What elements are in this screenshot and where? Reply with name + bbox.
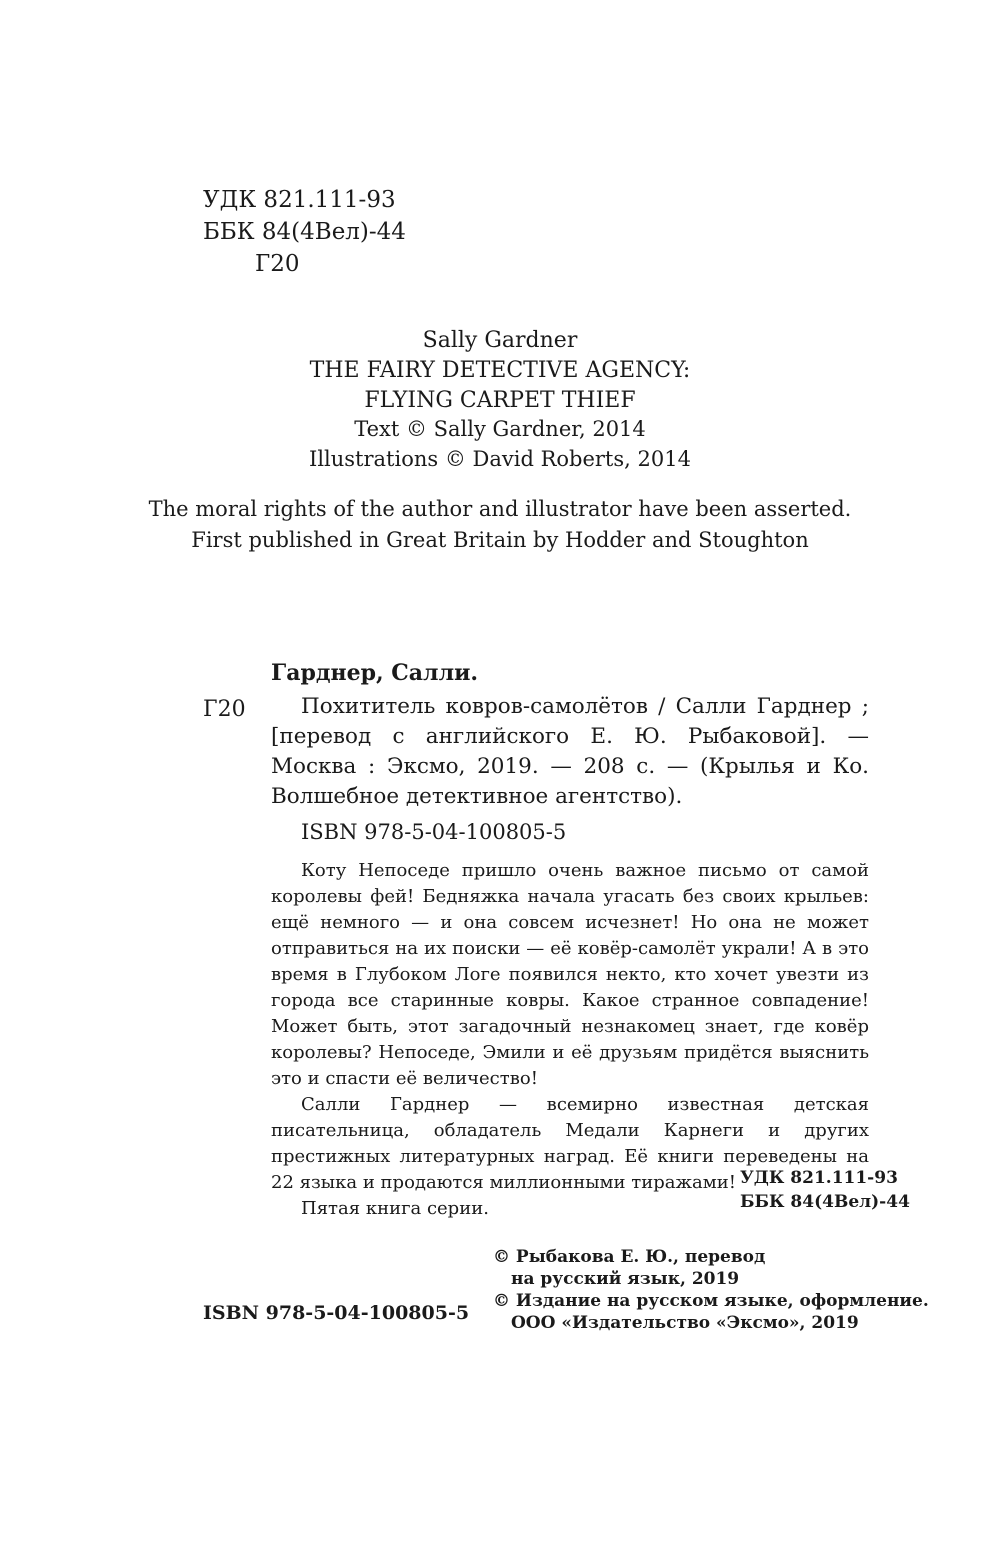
original-edition-credits	[0, 326, 1000, 416]
bottom-classification	[740, 1166, 910, 1214]
classification-block	[203, 184, 406, 280]
moral-rights: The moral rights of the author and illustrator have been asserted.	[148, 497, 852, 521]
entry-isbn: ISBN 978-5-04-100805-5	[301, 820, 567, 844]
original-title-line1: THE FAIRY DETECTIVE AGENCY:	[309, 358, 691, 383]
rights-statement	[0, 494, 1000, 556]
bottom-bbk: ББК 84(4Вел)-44	[740, 1192, 910, 1212]
copyright-line: ООО «Издательство «Эксмо», 2019	[511, 1313, 859, 1333]
copyright-line: на русский язык, 2019	[511, 1269, 740, 1289]
bottom-isbn: ISBN 978-5-04-100805-5	[203, 1302, 470, 1324]
annotation-paragraph: Салли Гарднер — всемирно известная детская писательница, обладатель Медали Карнеги и других престижных литературных наград. Её книги переведены на 22 языка и продаются миллионными тиражами!	[271, 1094, 869, 1193]
original-title-line2: FLYING CARPET THIEF	[364, 388, 636, 413]
entry-description-block	[271, 692, 869, 812]
original-author: Sally Gardner	[422, 328, 578, 353]
bottom-udk: УДК 821.111-93	[740, 1168, 898, 1188]
annotation-paragraph: Коту Непоседе пришло очень важное письмо от самой королевы фей! Бедняжка начала угасать без своих крыльев: ещё немного — и она совсем исчезнет! Но она не может отправиться на их поиски — её ковёр-самолёт украли! А в это время в Глубоком Логе появился некто, кто хочет увезти из города все старинные ковры. Какое странное совпадение! Может быть, этот загадочный незнакомец знает, где ковёр королевы? Непоседе, Эмили и её друзьям придётся выяснить это и спасти её величество!	[271, 860, 869, 1089]
bbk-code: ББК 84(4Вел)-44	[203, 219, 406, 245]
copyright-block	[493, 1246, 929, 1334]
illustrations-copyright: Illustrations © David Roberts, 2014	[309, 447, 691, 471]
copyright-line: © Рыбакова Е. Ю., перевод	[493, 1247, 766, 1267]
annotation-paragraph: Пятая книга серии.	[301, 1198, 489, 1219]
entry-sign: Г20	[203, 697, 246, 722]
copyright-line: © Издание на русском языке, оформление.	[493, 1291, 929, 1311]
original-copyrights	[0, 414, 1000, 474]
entry-description: Похититель ковров-самолётов / Салли Гарднер ; [перевод с английского Е. Ю. Рыбаковой]. — Москва : Эксмо, 2019. — 208 с. — (Крылья и Ко. Волшебное детективное агентство).	[271, 694, 869, 809]
udk-code: УДК 821.111-93	[203, 187, 396, 213]
author-sign: Г20	[255, 251, 300, 277]
text-copyright: Text © Sally Gardner, 2014	[354, 417, 646, 441]
first-published: First published in Great Britain by Hodder and Stoughton	[191, 528, 809, 552]
entry-author-heading: Гарднер, Салли.	[271, 660, 479, 686]
